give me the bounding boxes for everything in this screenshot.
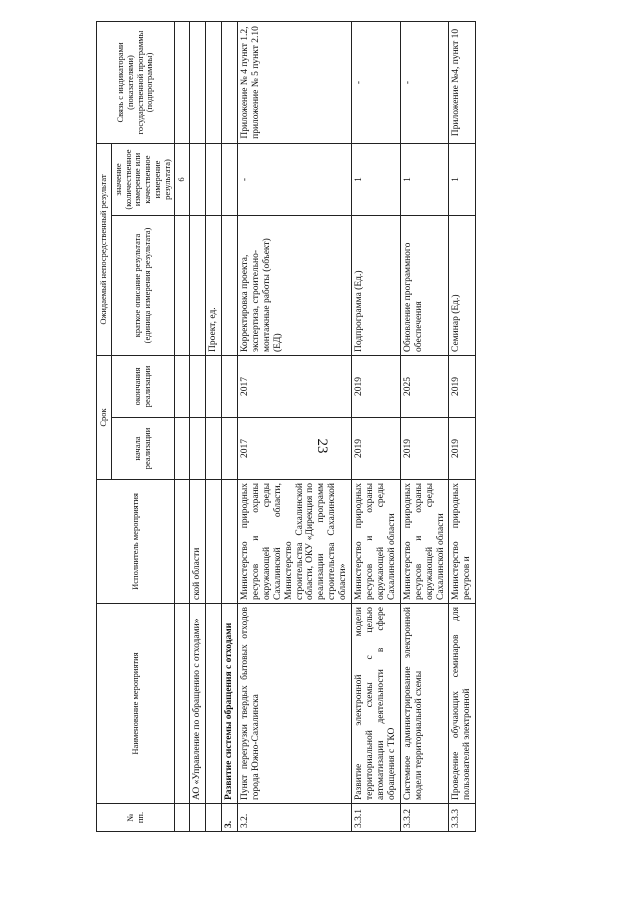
table-body <box>190 22 476 832</box>
row-result-value: - <box>237 144 351 216</box>
header-executor: Исполнитель мероприятия <box>97 480 175 604</box>
row-link <box>190 22 206 144</box>
row-start <box>190 418 206 480</box>
row-executor: Министерство природных ресурсов и охраны окружающей среды Сахалинской области <box>352 480 401 604</box>
row-result-desc: Обновление программного обеспечения <box>400 216 449 356</box>
header-name: Наименование мероприятия <box>97 604 175 804</box>
row-executor <box>221 480 237 604</box>
row-link: - <box>352 22 401 144</box>
row-num <box>190 804 206 832</box>
table-row <box>221 22 237 832</box>
header-term: Срок <box>97 356 112 480</box>
row-result-value: 1 <box>449 144 476 216</box>
row-start: 2019 <box>400 418 449 480</box>
row-start <box>206 418 222 480</box>
row-result-value <box>221 144 237 216</box>
row-result-desc: Семинар (Ед.) <box>449 216 476 356</box>
header-end: окончания реализации <box>111 356 175 418</box>
header-link: Связь с индикаторами (показателями) государственной программы (подпрограммы) <box>97 22 175 144</box>
row-result-desc: Корректировка проекта, экспертиза, строительно-монтажные работы (объект) (ЕД) <box>237 216 351 356</box>
page-number: 23 <box>314 438 330 454</box>
table-row <box>190 22 206 832</box>
row-result-value: 1 <box>400 144 449 216</box>
row-link <box>221 22 237 144</box>
header-result-value: значение (количественное измерение или качественное измерение результата) <box>111 144 175 216</box>
row-end <box>190 356 206 418</box>
table-row <box>352 22 401 832</box>
row-name <box>206 604 222 804</box>
row-link: Приложение №4, пункт 10 <box>449 22 476 144</box>
measures-table <box>96 21 476 832</box>
row-result-desc: Проект, ед. <box>206 216 222 356</box>
row-name: Пункт перегрузки твердых бытовых отходов города Южно-Сахалинска <box>237 604 351 804</box>
row-name: Проведение обучающих семинаров для пользователей электронной <box>449 604 476 804</box>
row-end <box>221 356 237 418</box>
row-link <box>206 22 222 144</box>
row-num: 3.2. <box>237 804 351 832</box>
table-row <box>206 22 222 832</box>
header-result-desc: краткое описание результата (единица измерения результата) <box>111 216 175 356</box>
row-link: Приложение № 4 пункт 1.2, приложение № 5 пункт 2.10 <box>237 22 351 144</box>
table-row <box>237 22 351 832</box>
row-result-desc <box>190 216 206 356</box>
table-header <box>97 22 190 832</box>
table-row <box>400 22 449 832</box>
row-result-value: 1 <box>352 144 401 216</box>
row-executor: Министерство природных ресурсов и <box>449 480 476 604</box>
row-num: 3.3.3 <box>449 804 476 832</box>
row-name: Системное администрирование электронной модели территориальной схемы <box>400 604 449 804</box>
row-name: Развитие электронной модели территориальной схемы с целью автоматизации деятельности в сфере обращения с ТКО <box>352 604 401 804</box>
row-end: 2019 <box>352 356 401 418</box>
row-executor: Министерство природных ресурсов и охраны окружающей среды Сахалинской области <box>400 480 449 604</box>
row-link: - <box>400 22 449 144</box>
row-end <box>206 356 222 418</box>
row-num <box>206 804 222 832</box>
row-num: 3.3.2 <box>400 804 449 832</box>
row-executor: Министерство природных ресурсов и охраны окружающей среды Сахалинской области, Министерство строительства Сахалинской области, ОКУ «Дирекция по реализации программ строительства Сахалинской области» <box>237 480 351 604</box>
row-result-value <box>190 144 206 216</box>
table-row <box>449 22 476 832</box>
row-num: 3.3.1 <box>352 804 401 832</box>
row-name: АО «Управление по обращению с отходами» <box>190 604 206 804</box>
row-end: 2017 <box>237 356 351 418</box>
row-num: 3. <box>221 804 237 832</box>
header-num: № пп. <box>97 804 175 832</box>
header-start: начала реализации <box>111 418 175 480</box>
row-end: 2025 <box>400 356 449 418</box>
row-start <box>221 418 237 480</box>
row-result-desc: Подпрограмма (Ед.) <box>352 216 401 356</box>
header-column-index: 6 <box>175 144 190 216</box>
row-start: 2017 <box>237 418 351 480</box>
row-executor <box>206 480 222 604</box>
header-result: Ожидаемый непосредственный результат <box>97 144 112 356</box>
row-start: 2019 <box>352 418 401 480</box>
row-name: Развитие системы обращения с отходами <box>221 604 237 804</box>
rotated-content <box>96 22 566 832</box>
row-start: 2019 <box>449 418 476 480</box>
row-result-desc <box>221 216 237 356</box>
row-result-value <box>206 144 222 216</box>
row-executor: ской области <box>190 480 206 604</box>
row-end: 2019 <box>449 356 476 418</box>
rotated-page <box>96 22 640 828</box>
